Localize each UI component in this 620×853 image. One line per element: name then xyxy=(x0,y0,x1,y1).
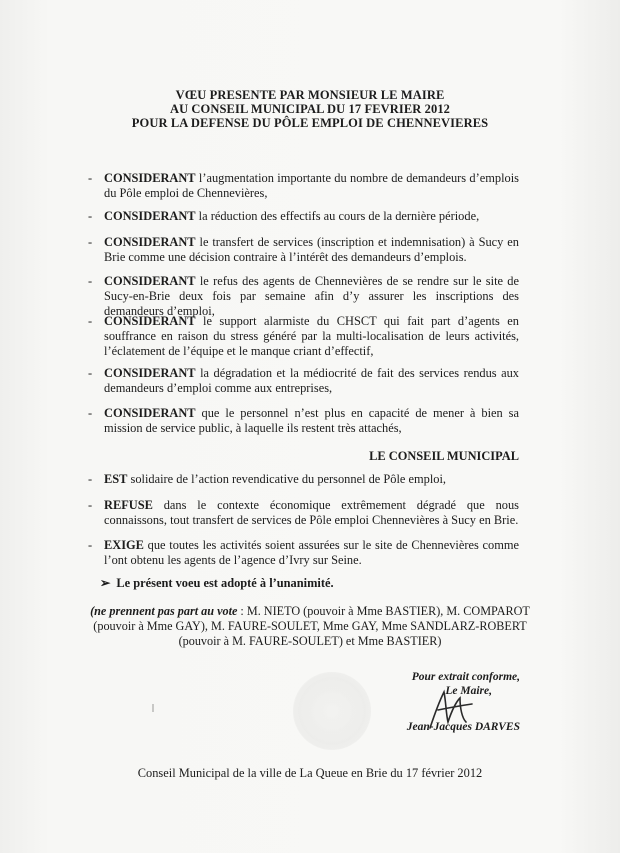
council-heading: LE CONSEIL MUNICIPAL xyxy=(369,449,519,463)
bullet-dash: - xyxy=(88,406,93,420)
considerant-text: l’augmentation importante du nombre de demandeurs d’emplois du Pôle emploi de Chennevières, xyxy=(104,171,519,200)
bullet-dash: - xyxy=(88,209,93,223)
decision-keyword: REFUSE xyxy=(104,498,153,512)
signature-block xyxy=(380,670,520,750)
considerant-keyword: CONSIDERANT xyxy=(104,274,196,288)
considerant-text: le support alarmiste du CHSCT qui fait part d’agents en souffrance en raison du stress généré par la multi-localisation de leurs activités, l’éclatement de l’équipe et le manque criant d’effectif, xyxy=(104,314,519,358)
bullet-dash: - xyxy=(88,538,93,552)
considerant-text: le refus des agents de Chennevières de se rendre sur le site de Sucy-en-Brie deux fois par semaine afin d’y assurer les inscriptions des demandeurs d’emploi, xyxy=(104,274,519,318)
bullet-dash: - xyxy=(88,171,93,185)
considerant-text: la dégradation et la médiocrité de fait des services rendus aux demandeurs d’emploi comme aux entreprises, xyxy=(104,366,519,395)
faded-stamp xyxy=(293,672,371,750)
mayor-name: Jean-Jacques DARVES xyxy=(406,721,520,733)
considerant-text: la réduction des effectifs au cours de la dernière période, xyxy=(195,209,480,223)
considerant-keyword: CONSIDERANT xyxy=(104,235,196,249)
title-line-3: POUR LA DEFENSE DU PÔLE EMPLOI DE CHENNEVIERES xyxy=(131,116,489,130)
considerant-keyword: CONSIDERANT xyxy=(104,366,196,380)
title-line-2: AU CONSEIL MUNICIPAL DU 17 FEVRIER 2012 xyxy=(169,102,451,116)
absent-lead: (ne prennent pas part au vote xyxy=(90,604,238,618)
considerant-text: que le personnel n’est plus en capacité de mener à bien sa mission de service public, à laquelle ils restent très attachés, xyxy=(104,406,519,435)
scan-speck xyxy=(152,704,154,712)
footer-text: Conseil Municipal de la ville de La Queue en Brie du 17 février 2012 xyxy=(137,766,483,780)
considerant-2 xyxy=(104,209,519,224)
considerant-5 xyxy=(104,314,519,359)
title-line-1: VŒU PRESENTE PAR MONSIEUR LE MAIRE xyxy=(175,88,445,102)
arrow-bullet-icon: ➢ xyxy=(100,576,111,590)
considerant-3 xyxy=(104,235,519,265)
adoption-text: Le présent voeu est adopté à l’unanimité. xyxy=(116,576,334,590)
adoption-statement xyxy=(100,576,334,591)
considerant-keyword: CONSIDERANT xyxy=(104,406,196,420)
bullet-dash: - xyxy=(88,498,93,512)
signature-line-2: Le Maire, xyxy=(445,685,492,697)
absent-text: : M. NIETO (pouvoir à Mme BASTIER), M. COMPAROT (pouvoir à Mme GAY), M. FAURE-SOULET, Mme GAY, Mme SANDLARZ-ROBERT (pouvoir à M. FAURE-SOULET) et Mme BASTIER) xyxy=(93,604,530,648)
decision-text: dans le contexte économique extrêmement dégradé que nous connaissons, tout transfert de services de Pôle emploi Chennevières à Sucy en Brie. xyxy=(104,498,519,527)
considerant-6 xyxy=(104,366,519,396)
decision-2 xyxy=(104,498,519,528)
considerant-text: le transfert de services (inscription et indemnisation) à Sucy en Brie comme une décision contraire à l’intérêt des demandeurs d’emplois. xyxy=(104,235,519,264)
decision-keyword: EXIGE xyxy=(104,538,144,552)
bullet-dash: - xyxy=(88,235,93,249)
considerant-7 xyxy=(104,406,519,436)
considerant-keyword: CONSIDERANT xyxy=(104,209,196,223)
bullet-dash: - xyxy=(88,274,93,288)
considerant-1 xyxy=(104,171,519,201)
decision-text: que toutes les activités soient assurées sur le site de Chennevières comme l’ont obtenu les agents de l’agence d’Ivry sur Seine. xyxy=(104,538,519,567)
decision-keyword: EST xyxy=(104,472,128,486)
bullet-dash: - xyxy=(88,472,93,486)
decision-3 xyxy=(104,538,519,568)
considerant-4 xyxy=(104,274,519,319)
signature-line-1: Pour extrait conforme, xyxy=(411,671,520,683)
decision-1 xyxy=(104,472,519,487)
absent-members xyxy=(80,604,540,648)
considerant-keyword: CONSIDERANT xyxy=(104,314,196,328)
bullet-dash: - xyxy=(88,314,93,328)
considerant-keyword: CONSIDERANT xyxy=(104,171,196,185)
bullet-dash: - xyxy=(88,366,93,380)
decision-text: solidaire de l’action revendicative du personnel de Pôle emploi, xyxy=(127,472,447,486)
